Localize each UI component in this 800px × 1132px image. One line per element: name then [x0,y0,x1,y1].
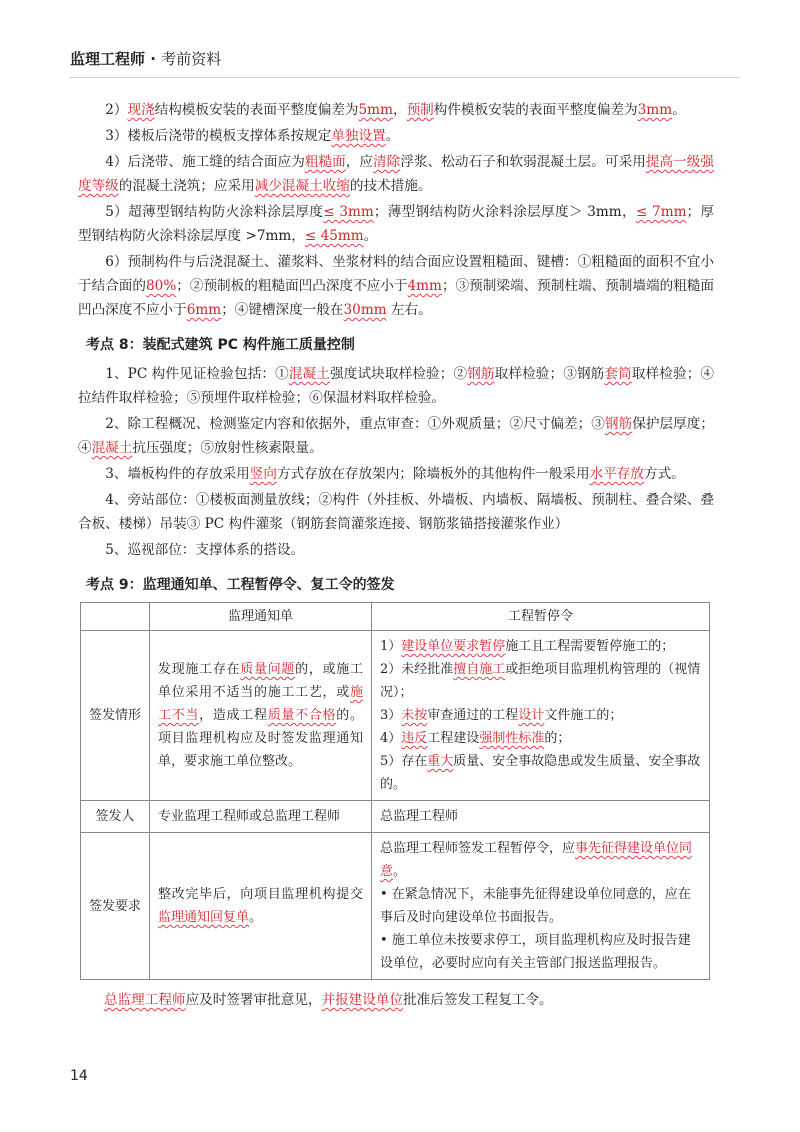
text-run: 保护层厚度；④ [78,416,714,456]
text-run: 1、PC 构件见证检验包括：① [105,366,289,382]
highlighted-text: 总监理工程师 [104,992,186,1008]
text-run: 5、巡视部位：支撑体系的搭设。 [105,542,305,558]
highlighted-text: 现浇 [127,102,155,118]
notice-requirements-cell [150,833,372,980]
text-run: 浮浆、松动石子和软弱混凝土层。可采用 [400,154,646,170]
header-title: 监理工程师 [70,50,146,68]
section-9-title: 考点 9：监理通知单、工程暂停令、复工令的签发 [86,577,395,593]
text-run: 取样检验；④拉结件取样检验；⑤预埋件取样检验；⑥保温材料取样检验。 [78,366,715,406]
highlighted-text: 套筒 [604,366,632,382]
text-run: 。 [393,864,407,879]
highlighted-text: 提高一级强度等级 [78,154,715,194]
highlighted-text: 4mm [407,278,442,294]
highlighted-text: 5mm [358,102,393,118]
column-header-notice: 监理通知单 [150,603,372,631]
highlighted-text: 重大 [427,754,454,769]
text-run: 左右。 [386,302,432,318]
text-run: ；④键槽深度一般在 [221,302,344,318]
notice-circumstances-cell [150,631,372,801]
text-run: 工程建设 [427,731,480,746]
text-run: ，造成工程 [199,708,268,723]
highlighted-text: 强制性标准 [479,731,545,746]
text-run: 专业监理工程师或总监理工程师 [158,809,341,824]
highlighted-text: 竖向 [249,466,277,482]
list-item [380,727,701,750]
highlighted-text: 混凝土 [91,440,133,456]
text-run: 的技术措施。 [349,178,432,194]
highlighted-text: ≤ 45mm [304,228,364,244]
highlighted-text: 单独设置 [331,128,386,144]
text-run: 的混凝土浇筑；应采用 [118,178,255,194]
highlighted-text: 6mm [186,302,222,318]
highlighted-text: 预制 [406,102,434,118]
text-run: ；③预制梁端、预制柱端、预制墙端的粗糙面凹凸深度不应小于 [78,278,715,318]
page-number: 14 [70,1068,88,1084]
paragraph-rough-surface-keyway [78,250,714,322]
list-item [380,635,701,658]
text-run: 。 [363,228,378,244]
text-run: 5）超薄型钢结构防火涂料涂层厚度 [105,204,324,220]
stop-requirements-cell [372,833,710,980]
paragraph-post-cast-strip-support [78,124,714,148]
text-run: 6）预制构件与后浇混凝土、灌浆料、坐浆材料的结合面应设置粗糙面、键槽：①粗糙面的面积不宜小于结合面的 [78,254,714,294]
text-run: 5）存在 [380,754,428,769]
highlighted-text: 质量问题 [240,662,296,677]
table-row [81,631,710,801]
highlighted-text: 水平存放 [589,466,644,482]
highlighted-text: 未按 [401,708,428,723]
highlighted-text: 减少混凝土收缩 [254,178,350,194]
paragraph-fireproof-coating [78,200,714,248]
column-header-stop-order: 工程暂停令 [372,603,710,631]
highlighted-text: 违反 [401,731,428,746]
list-item [380,704,701,727]
table-corner-header [81,603,150,631]
text-run: 审查通过的工程 [427,708,519,723]
text-run: 发现施工存在 [158,662,241,677]
text-run: 方式。 [644,466,685,482]
paragraph-pc-witness-inspection [78,362,714,410]
list-item [380,929,701,975]
section-8-title: 考点 8：装配式建筑 PC 构件施工质量控制 [86,337,355,353]
text-run: 质量、安全事故隐患或发生质量、安全事故的。 [380,754,701,792]
text-run: 。 [385,128,400,144]
text-run: 4、旁站部位：①楼板面测量放线；②构件（外挂板、外墙板、内墙板、隔墙板、预制柱、叠合梁、叠合板、楼梯）吊装③ PC 构件灌浆（钢筋套筒灌浆连接、钢筋浆锚搭接灌浆作业） [78,492,714,532]
text-run: ， [392,102,407,118]
notice-issuer-cell [150,801,372,833]
highlighted-text: 钢筋 [604,416,633,432]
row-label-issuer: 签发人 [81,801,150,833]
highlighted-text: ≤ 7mm [635,204,687,220]
table-row [81,801,710,833]
highlighted-text: 质量不合格 [267,708,337,723]
paragraph-side-station-parts [78,488,714,536]
highlighted-text: ≤ 3mm [323,204,374,220]
text-run: • 施工单位未按要求停工，项目监理机构应及时报告建设单位，必要时应向有关主管部门报送监理报告。 [380,933,691,971]
text-run: ；厚型钢结构防火涂料涂层厚度 >7mm， [78,204,715,244]
text-run: 的。项目监理机构应及时签发监理通知单，要求施工单位整改。 [158,708,363,769]
text-run: 结构模板安装的表面平整度偏差为 [154,102,359,118]
highlighted-text: 清除 [373,154,401,170]
text-run: 的，或施工单位采用不适当的施工工艺，或 [158,662,363,700]
paragraph-joint-surface [78,150,714,198]
text-run: 文件施工的； [544,708,623,723]
text-run: 整改完毕后，向项目监理机构提交 [158,887,363,902]
text-run: 抗压强度；⑤放射性核素限量。 [132,440,323,456]
list-item [380,750,701,796]
text-run: ，应 [345,154,374,170]
highlighted-text: 30mm [343,302,387,318]
text-run: 。 [672,102,686,118]
text-run: 批准后签发工程复工令。 [403,992,553,1008]
document-body [78,98,714,1012]
highlighted-text: 事先征得建设单位同意 [380,841,693,879]
paragraph-patrol-parts [78,538,714,562]
text-run: 的； [544,731,571,746]
text-run: 2） [105,102,128,118]
text-run: 方式存放在存放架内；除墙板外的其他构件一般采用 [276,466,590,482]
text-run: 。 [249,910,263,925]
text-run: ；②预制板的粗糙面凹凸深度不应小于 [176,278,408,294]
highlighted-text: 钢筋 [467,366,495,382]
text-run: 构件模板安装的表面平整度偏差为 [433,102,638,118]
text-run: 3）楼板后浇带的模板支撑体系按规定 [105,128,332,144]
text-run: 4）后浇带、施工缝的结合面应为 [105,154,305,170]
text-run: 2）未经批准 [380,662,454,677]
text-run: 3、墙板构件的存放采用 [105,466,250,482]
stop-issuer-cell [372,801,710,833]
list-item [380,883,701,929]
list-item [380,837,701,883]
highlighted-text: 监理通知回复单 [158,910,250,925]
text-run: 4） [380,731,402,746]
header-subtitle: 考前资料 [161,50,222,68]
text-run: 强度试块取样检验；② [330,366,468,382]
text-run: 或拒绝项目监理机构管理的（视情况）； [380,662,701,700]
text-run: 3） [380,708,402,723]
highlighted-text: 3mm [637,102,673,118]
highlighted-text: 80% [146,278,177,294]
text-run: 1） [380,639,402,654]
resume-order-note [104,988,714,1012]
page-header [70,48,740,78]
text-run: 应及时签署审批意见， [185,992,322,1008]
row-label-requirements: 签发要求 [81,833,150,980]
text-run: 施工且工程需要暂停施工的； [505,639,675,654]
text-run: ；薄型钢结构防火涂料涂层厚度＞ 3mm， [373,204,636,220]
notice-order-table [80,602,710,980]
highlighted-text: 混凝土 [288,366,331,382]
highlighted-text: 粗糙面 [304,154,346,170]
list-item [380,658,701,704]
paragraph-storage-method [78,462,714,486]
highlighted-text: 设计 [518,708,545,723]
text-run: 总监理工程师签发工程暂停令，应 [380,841,576,856]
text-run: 总监理工程师 [380,809,459,824]
text-run: • 在紧急情况下，未能事先征得建设单位同意的，应在事后及时向建设单位书面报告。 [380,887,691,925]
table-row [81,833,710,980]
header-separator: · [150,50,156,68]
paragraph-template-flatness [78,98,714,122]
highlighted-text: 擅自施工 [453,662,506,677]
table-header-row [81,603,710,631]
row-label-circumstances: 签发情形 [81,631,150,801]
highlighted-text: 并报建设单位 [321,992,404,1008]
text-run: 2、除工程概况、检测鉴定内容和依据外，重点审查：①外观质量；②尺寸偏差；③ [105,416,605,432]
stop-circumstances-cell [372,631,710,801]
highlighted-text: 施工不当 [158,685,363,723]
paragraph-key-review-items [78,412,714,460]
highlighted-text: 建设单位要求暂停 [401,639,506,654]
text-run: 取样检验；③钢筋 [494,366,605,382]
